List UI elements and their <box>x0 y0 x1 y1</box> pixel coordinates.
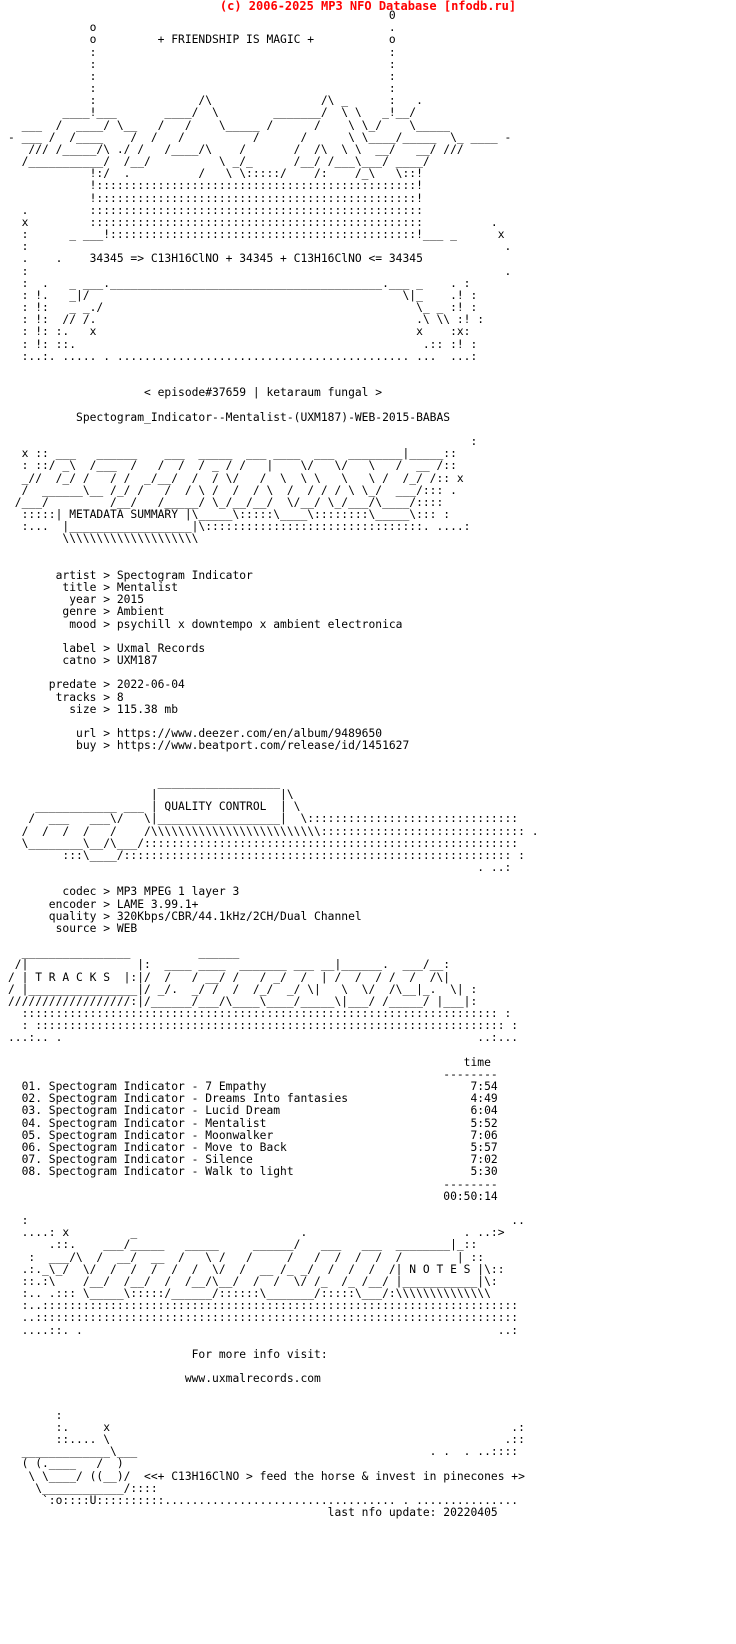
page-header-title: (c) 2006-2025 MP3 NFO Database [nfodb.ru] <box>219 0 517 13</box>
nfo-text: 0 o . o + FRIENDSHIP IS MAGIC + o : : : : : : : : : /\ /\ _ : . ____!___ ____/ \ _______/ \ \ _!__/ ___ / ____/ \__ / / \_____ / / \ \_/ \_____ - ___ / /____ / / / / / \ \____/_____ \_ ____ - /// /_____/\ ./ / /____/\ / / /\ \ \ __/ __/ /// /___________/ /__/ \ _/_ /__/ /___\___/ ____/ !:/ . / \ \:::::/ /: /_\ \::! !:::::::::::::::::::::::::::::::::::::::::::::::! !:::::::::::::::::::::::::::::::::::::::::::::::! . ::::::::::::::::::::::::::::::::::::::::::::::::: x ::::::::::::::::::::::::::::::::::::::::::::::::: . : _ ___!:::::::::::::::::::::::::::::::::::::::::::::!___ _ x : . . . 34345 => C13H16ClNO + 34345 + C13H16ClNO <= 34345 : . : . _ ___.________________________________________.___ _ . : : !. _|/ \|_ .! : : !: _ _./ \_ _ :! : : !: // /. .\ \\ :! : : !: :. x x :x: : !: ::. .:: :! : :..:. ..... . ........................................... ... ...: < episode#37659 | ketaraum fungal > Spectogram_Indicator--Mentalist-(UXM187)-WEB-2015-BABAS : x :: ___ ______ ___ _____ ___ ____ ___ ________|_____:: : ::/ _\ /___ / / / / _ / / | \/ \/ \ / __ /:: _// /_/ / / / _/__/ / / \/ / \ \ \ \ \ / /_/ /:: x / ______\__ /_/ / / / \ / / / \ / / / / \ \_/ ___/::: . /___/ /__/ /_____/ \_/__/__/ \/__/ \_/___/\____/:::: :::::| METADATA SUMMARY |\_____\:::::\____\::::::::\_____\::: : :... |__________________|\::::::::::::::::::::::::::::::::. ....: \\\\\\\\\\\\\\\\\\\\ artist > Spectogram Indicator title > Mentalist year > 2015 genre > Ambient mood > psychill x downtempo x ambient electronica label > Uxmal Records catno > UXM187 predate > 2022-06-04 tracks > 8 size > 115.38 mb url > https://www.deezer.com/en/album/9489650 buy > https://www.beatport.com/release/id/1451627 __________________ | |\ ____________ ___ | QUALITY CONTROL | \ / ___ ___\/ \|__________________| \::::::::::::::::::::::::::::::: / / / / / /\\\\\\\\\\\\\\\\\\\\\\\\\:::::::::::::::::::::::::::::: . \________\__/\___/::::::::::::::::::::::::::::::::::::::::::::::::::::::: :::\____/::::::::::::::::::::::::::::::::::::::::::::::::::::::::: : . ..: codec > MP3 MPEG 1 layer 3 encoder > LAME 3.99.1+ quality > 320Kbps/CBR/44.1kHz/2CH/Dual Channel source > WEB ________________ ______ /| |: ____ ____ _______ ___ __|______. ___/__: / | T R A C K S |:|/ / / __/ / / _/ / | / / / / / /\| / |________________|/ _/. _/ / / /_/ _/ \| \ \/ /\__|_. \| : //////////////////:|/______/___/\____\____/_____\|___/ /_____/ |___|: :::::::::::::::::::::::::::::::::::::::::::::::::::::::::::::::::::::: : : ::::::::::::::::::::::::::::::::::::::::::::::::::::::::::::::::::::: : ...:.. . ..:... time -------- 01. Spectogram Indicator - 7 Empathy 7:54 02. Spectogram Indicator - Dreams Into fantasies 4:49 03. Spectogram Indicator - Lucid Dream 6:04 04. Spectogram Indicator - Mentalist 5:52 05. Spectogram Indicator - Moonwalker 7:06 06. Spectogram Indicator - Move to Back 5:57 07. Spectogram Indicator - Silence 7:02 08. Spectogram Indicator - Walk to light 5:30 -------- 00:50:14 : .. ....: x _ . . ..:> .::. ___/_____ _____ ______/ ___ ___ ________|_:: : ___/\ / __/ __ / \ / / / / / / / / | :: .:._\_/ \/ / / / / / \/ / __ /_ _/ / / / /| N O T E S |\:: ::.:\ /__/ /__/ / /__/\__/ / / \/ /_ /_ /__/ |___________|\: :.. .::: \_____\:::::/______/::::::\_______/:::::\___/:\\\\\\\\\\\\\\ :..:::::::::::::::::::::::::::::::::::::::::::::::::::::::::::::::::::::: ..::::::::::::::::::::::::::::::::::::::::::::::::::::::::::::::::::::::: ....::. . ..: For more info visit: www.uxmalrecords.com : :. x .: ::.... \ .:: _____________\___ . . . ..:::: ( (.____ / ) \ \____/ ((__)/ <<+ C13H16ClNO > feed the horse & invest in pinecones +> \____________/:::: `:o::::U::::::::::.................................. . ............... last nfo update: 20220405 <box>8 9 539 1520</box>
